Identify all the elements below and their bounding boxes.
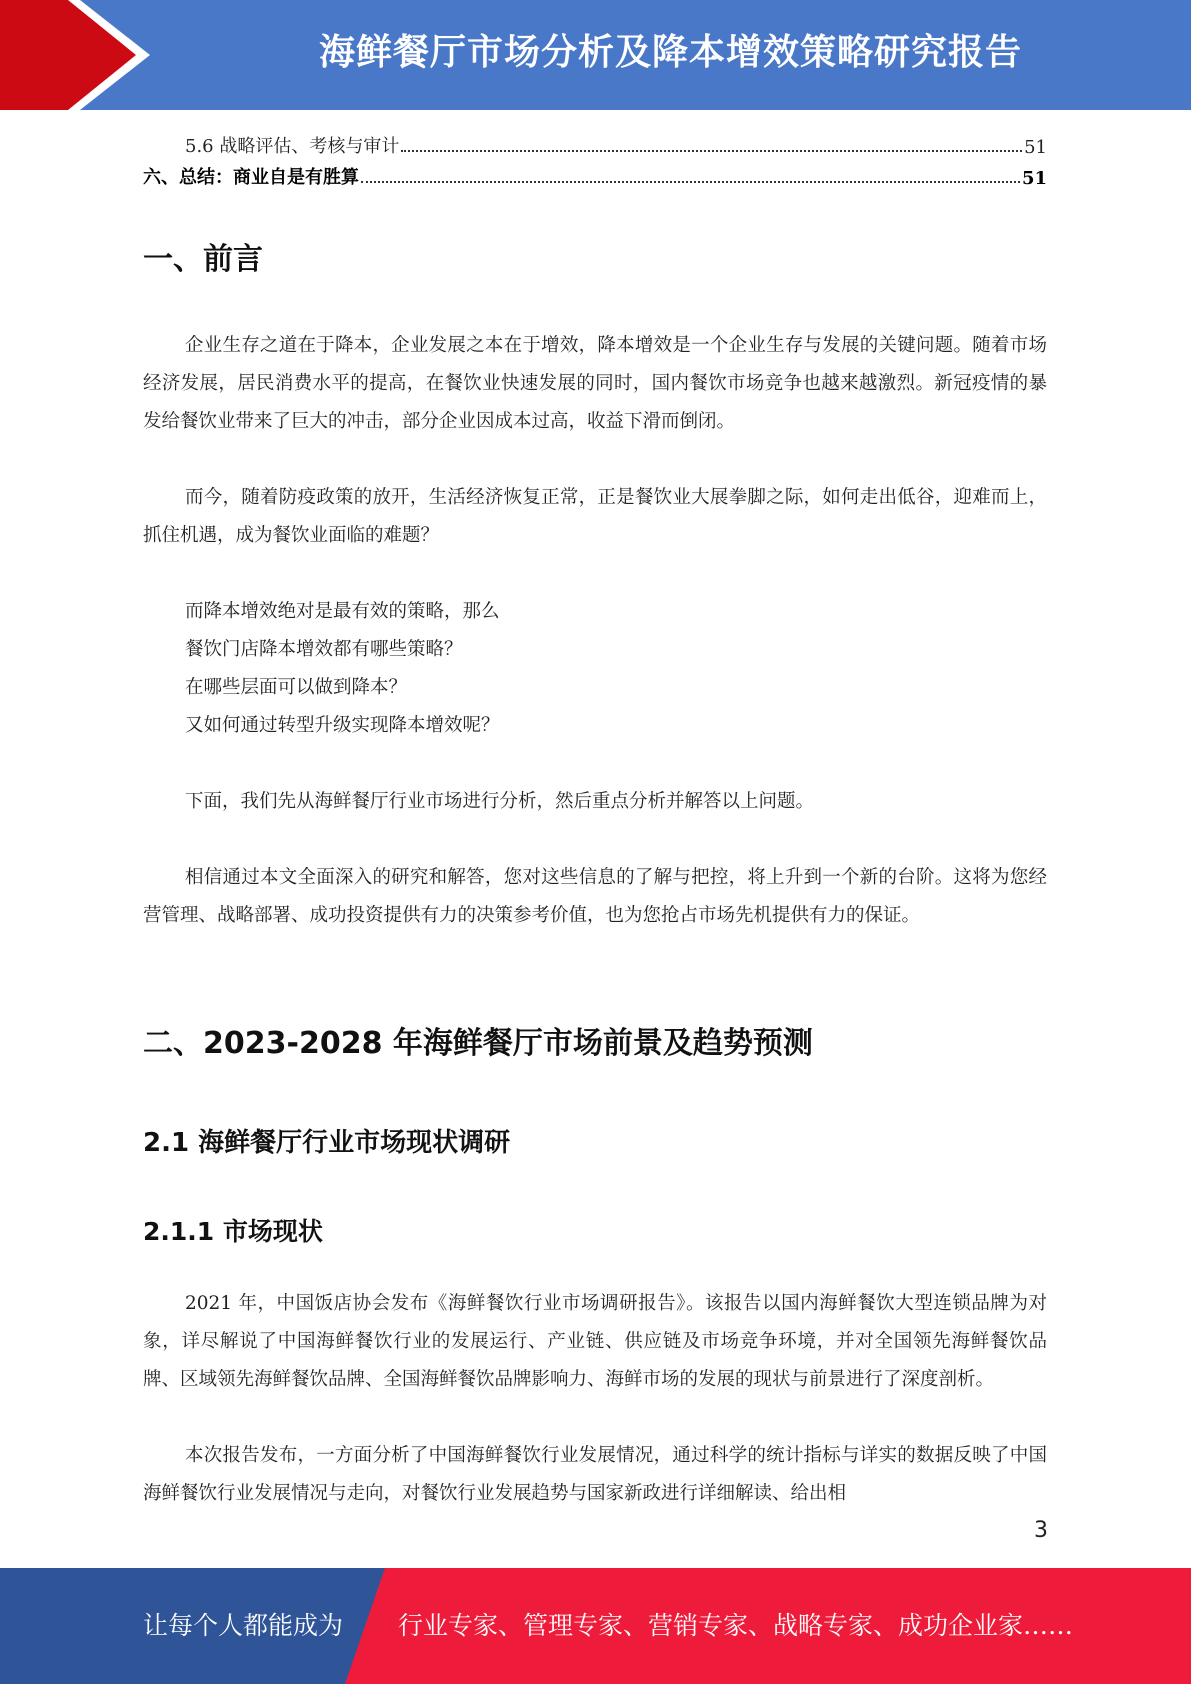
toc-entry-chapter-6[interactable] (143, 159, 1047, 189)
section-title-chapter-2: 二、2023-2028 年海鲜餐厅市场前景及趋势预测 (143, 1026, 813, 1061)
toc-entry-label: 5.6 战略评估、考核与审计 (185, 136, 400, 157)
report-title: 海鲜餐厅市场分析及降本增效策略研究报告 (318, 32, 1022, 73)
section-title-2-1-1: 2.1.1 市场现状 (143, 1217, 323, 1246)
footer-slogan-right: 行业专家、管理专家、营销专家、战略专家、成功企业家…… (398, 1611, 1074, 1640)
toc-leader-dots (401, 150, 1022, 152)
paragraph: 企业生存之道在于降本，企业发展之本在于增效，降本增效是一个企业生存与发展的关键问题。随着市场经济发展，居民消费水平的提高，在餐饮业快速发展的同时，国内餐饮市场竞争也越来越激烈。新冠疫情的暴发给餐饮业带来了巨大的冲击，部分企业因成本过高，收益下滑而倒闭。 (143, 335, 1047, 432)
toc-entry-page: 51 (1021, 168, 1047, 189)
footer-slogan-left: 让每个人都能成为 (143, 1611, 344, 1640)
toc-entry-label: 六、总结：商业自是有胜算 (143, 167, 359, 188)
page-header (0, 0, 1191, 110)
toc-leader-dots (361, 181, 1020, 183)
paragraph: 相信通过本文全面深入的研究和解答，您对这些信息的了解与把控，将上升到一个新的台阶。这将为您经营管理、战略部署、成功投资提供有力的决策参考价值，也为您抢占市场先机提供有力的保证。 (143, 867, 1047, 926)
paragraph: 本次报告发布，一方面分析了中国海鲜餐饮行业发展情况，通过科学的统计指标与详实的数据反映了中国海鲜餐饮行业发展情况与走向，对餐饮行业发展趋势与国家新政进行详细解读、给出相 (143, 1445, 1047, 1504)
toc-entry-page: 51 (1024, 137, 1047, 158)
page-number: 3 (1034, 1518, 1048, 1543)
paragraph: 而今，随着防疫政策的放开，生活经济恢复正常，正是餐饮业大展拳脚之际，如何走出低谷，迎难而上，抓住机遇，成为餐饮业面临的难题？ (143, 487, 1047, 546)
question-line: 而降本增效绝对是最有效的策略，那么 (185, 601, 500, 622)
toc-entry-5-6[interactable] (143, 128, 1047, 158)
question-line: 又如何通过转型升级实现降本增效呢？ (185, 715, 500, 736)
paragraph: 下面，我们先从海鲜餐厅行业市场进行分析，然后重点分析并解答以上问题。 (185, 791, 815, 812)
section-title-preface: 一、前言 (143, 242, 263, 277)
paragraph: 2021 年，中国饭店协会发布《海鲜餐饮行业市场调研报告》。该报告以国内海鲜餐饮大型连锁品牌为对象，详尽解说了中国海鲜餐饮行业的发展运行、产业链、供应链及市场竞争环境，并对全国领先海鲜餐饮品牌、区域领先海鲜餐饮品牌、全国海鲜餐饮品牌影响力、海鲜市场的发展的现状与前景进行了深度剖析。 (143, 1293, 1047, 1390)
question-line: 在哪些层面可以做到降本？ (185, 677, 408, 698)
red-chevron-icon (0, 0, 160, 110)
page-footer (0, 1568, 1191, 1684)
question-line: 餐饮门店降本增效都有哪些策略？ (185, 639, 463, 660)
section-title-2-1: 2.1 海鲜餐厅行业市场现状调研 (143, 1128, 511, 1158)
